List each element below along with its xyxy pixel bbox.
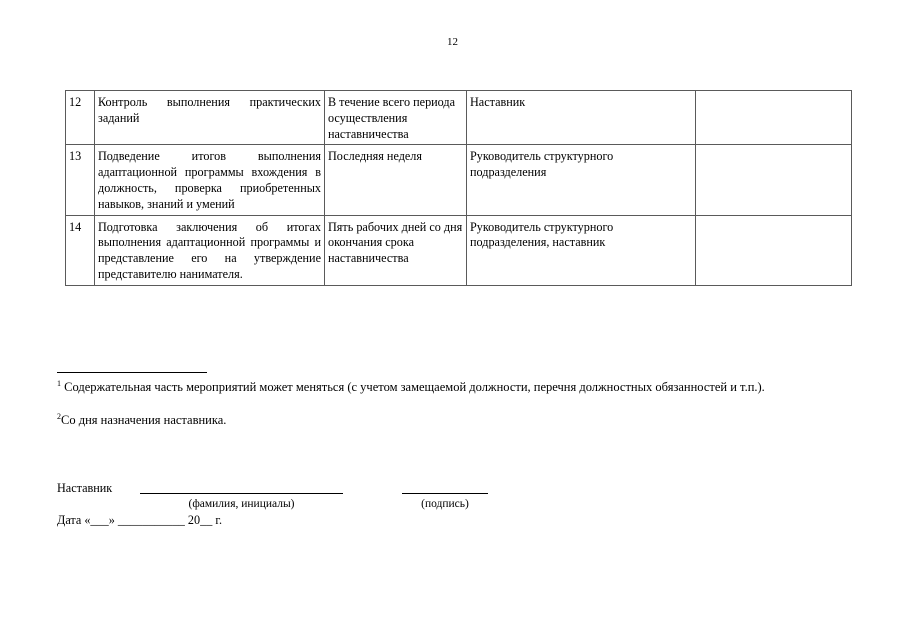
activity-cell: Контроль выполнения практических заданий	[95, 91, 325, 145]
activity-cell: Подготовка заключения об итогах выполнения адаптационной программы и представление его на утверждение представителю нанимателя.	[95, 215, 325, 285]
responsible-cell: Руководитель структурного подразделения, наставник	[467, 215, 696, 285]
table-row	[66, 91, 852, 145]
table-row	[66, 215, 852, 285]
signature-line	[402, 493, 488, 494]
page-number: 12	[447, 36, 458, 48]
responsible-cell: Руководитель структурного подразделения	[467, 145, 696, 215]
term-cell: Последняя неделя	[325, 145, 467, 215]
note-cell	[696, 91, 852, 145]
row-number: 12	[66, 91, 95, 145]
footnote-mark: 2	[57, 412, 61, 421]
footnote-mark: 1	[57, 379, 61, 388]
table-row	[66, 145, 852, 215]
name-line	[140, 493, 343, 494]
signature-hint: (подпись)	[421, 498, 469, 510]
row-number: 14	[66, 215, 95, 285]
footnote-text: Со дня назначения наставника.	[61, 413, 227, 427]
term-cell: Пять рабочих дней со дня окончания срока наставничества	[325, 215, 467, 285]
date-line: Дата «___» ___________ 20__ г.	[57, 513, 223, 527]
footnote-2	[57, 413, 847, 428]
term-cell: В течение всего периода осуществления наставничества	[325, 91, 467, 145]
responsible-cell: Наставник	[467, 91, 696, 145]
activity-cell: Подведение итогов выполнения адаптационной программы вхождения в должность, проверка приобретенных навыков, знаний и умений	[95, 145, 325, 215]
mentoring-plan-table	[65, 90, 852, 286]
footnote-separator	[57, 372, 207, 373]
name-hint: (фамилия, инициалы)	[188, 498, 295, 510]
note-cell	[696, 145, 852, 215]
note-cell	[696, 215, 852, 285]
mentor-label: Наставник	[57, 481, 113, 495]
row-number: 13	[66, 145, 95, 215]
footnote-1	[57, 380, 847, 395]
footnote-text: Содержательная часть мероприятий может меняться (с учетом замещаемой должности, перечня должностных обязанностей и т.п.).	[64, 380, 765, 394]
